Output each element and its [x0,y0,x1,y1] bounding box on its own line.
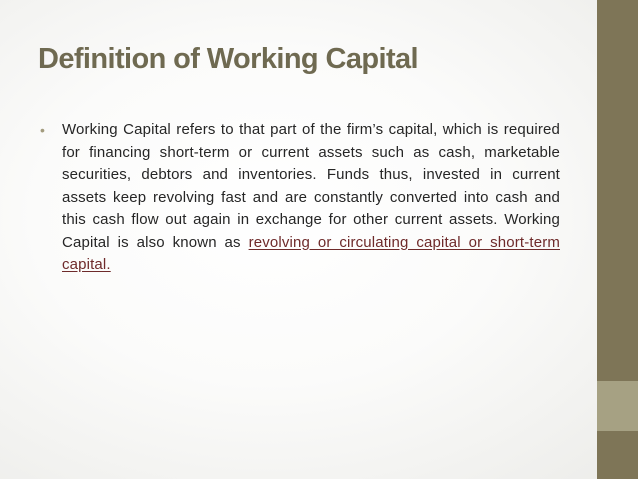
side-accent-block-light [597,381,638,431]
slide-title: Definition of Working Capital [38,43,418,75]
bullet-icon: • [40,122,45,138]
bullet-list [40,119,560,277]
bullet-text [62,119,560,277]
bullet-body-text: Working Capital refers to that part of the firm’s capital, which is required for financing short-term or current assets such as cash, marketable securities, debtors and inventories. Funds thus, invested in current assets keep revolving fast and are constantly converted into cash and this cash flow out again in exchange for other current assets. Working Capital is also known as [62,121,560,251]
bullet-item [40,119,560,277]
revolving-capital-link[interactable]: revolving or circulating capital or short-term capital. [62,233,560,273]
side-accent-block-dark [597,431,638,479]
